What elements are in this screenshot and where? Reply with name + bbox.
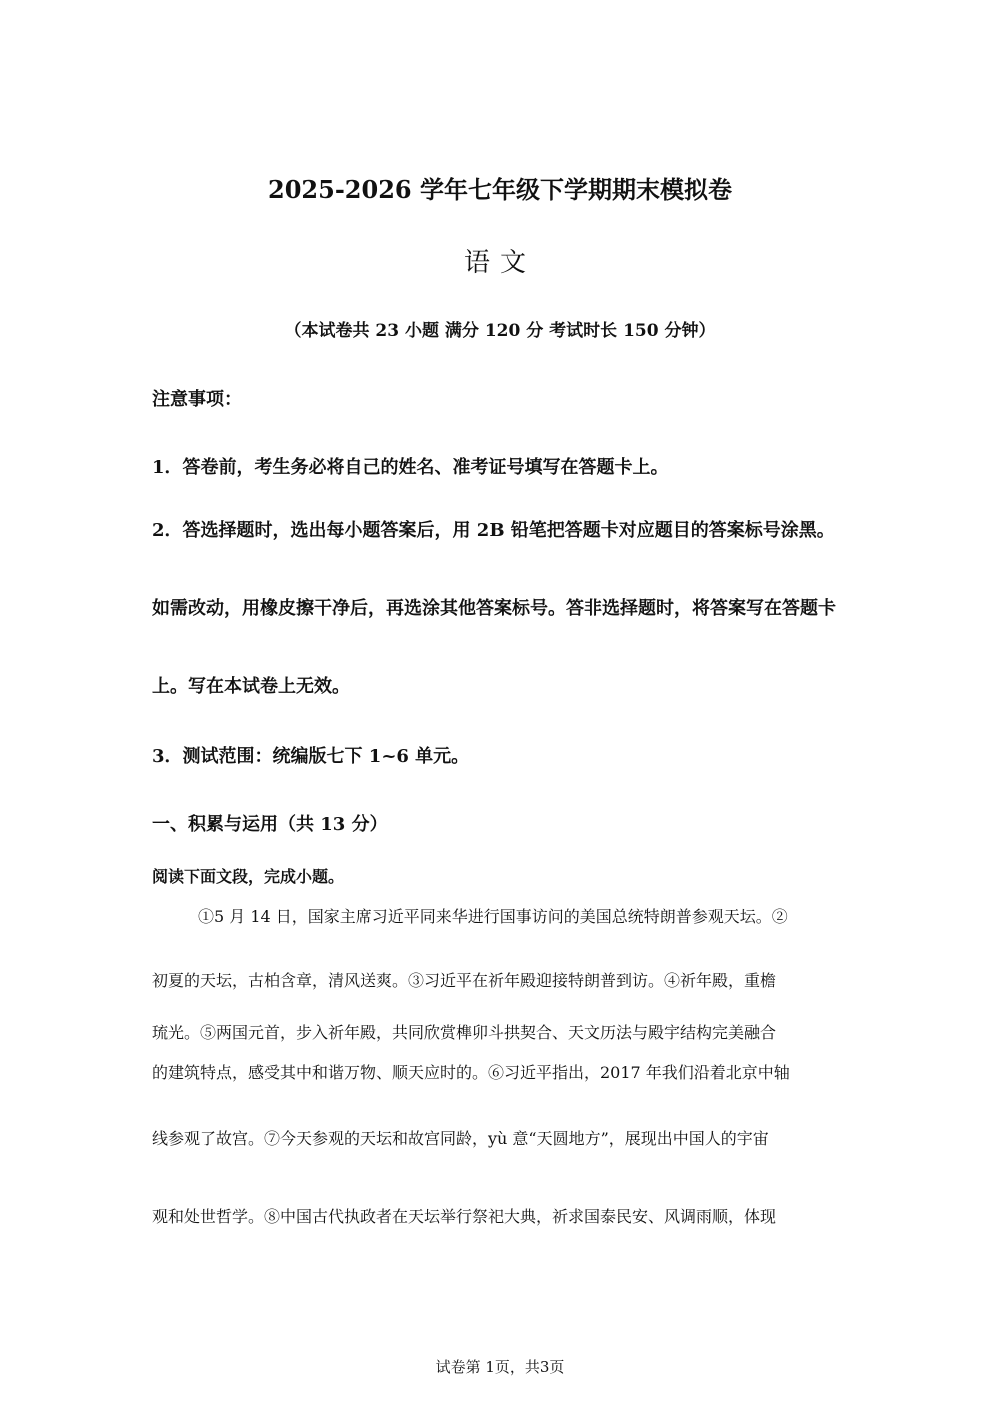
passage-line: ①5 月 14 日，国家主席习近平同来华进行国事访问的美国总统特朗普参观天坛。② xyxy=(198,907,788,926)
passage-line: 的建筑特点，感受其中和谐万物、顺天应时的。⑥习近平指出，2017 年我们沿着北京中轴 xyxy=(152,1063,790,1082)
exam-title: 2025-2026 学年七年级下学期期末模拟卷 xyxy=(268,175,732,204)
notice-item-1: 1．答卷前，考生务必将自己的姓名、准考证号填写在答题卡上。 xyxy=(152,457,669,478)
notice-item-3: 3．测试范围：统编版七下 1~6 单元。 xyxy=(152,746,470,767)
passage-line: 观和处世哲学。⑧中国古代执政者在天坛举行祭祀大典，祈求国泰民安、风调雨顺，体现 xyxy=(152,1207,777,1226)
notice-heading: 注意事项： xyxy=(152,389,242,410)
passage-line: 琉光。⑤两国元首，步入祈年殿，共同欣赏榫卯斗拱契合、天文历法与殿宇结构完美融合 xyxy=(152,1023,777,1042)
notice-item-2: 2．答选择题时，选出每小题答案后，用 2B 铅笔把答题卡对应题目的答案标号涂黑。如需改动，用橡皮擦干净后，再选涂其他答案标号。答非选择题时，将答案写在答题卡上。写在本试卷上无效。 xyxy=(152,520,836,697)
subject-title: 语文 xyxy=(463,248,536,278)
exam-info: （本试卷共 23 小题 满分 120 分 考试时长 150 分钟） xyxy=(284,321,716,341)
page-footer: 试卷第 1页，共3页 xyxy=(435,1358,565,1376)
reading-instruction: 阅读下面文段，完成小题。 xyxy=(152,867,345,886)
section-heading: 一、积累与运用（共 13 分） xyxy=(152,814,388,835)
passage-line: 线参观了故宫。⑦今天参观的天坛和故宫同龄，yù 意“天圆地方”，展现出中国人的宇宙 xyxy=(152,1129,769,1148)
passage-line: 初夏的天坛，古柏含章，清风送爽。③习近平在祈年殿迎接特朗普到访。④祈年殿，重檐 xyxy=(152,971,777,990)
